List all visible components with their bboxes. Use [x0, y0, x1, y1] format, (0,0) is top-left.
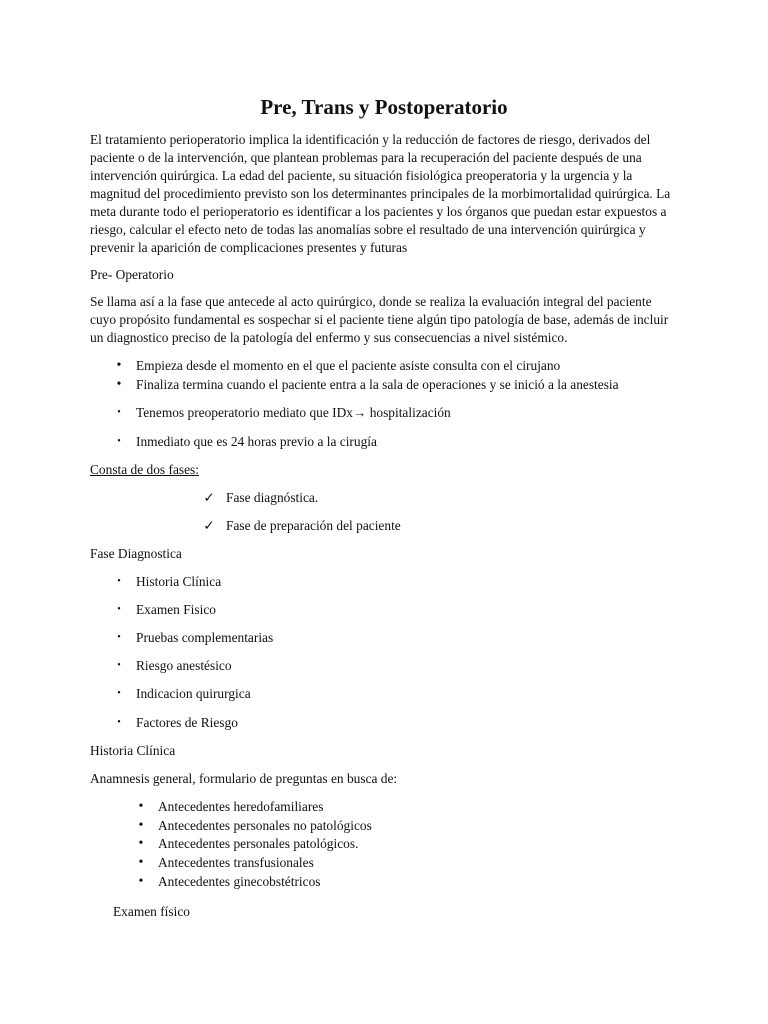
bullet-icon: • [117, 604, 121, 615]
list-item [117, 601, 216, 619]
bullet-icon: • [138, 818, 144, 833]
checklist-item-text: Fase de preparación del paciente [226, 518, 401, 533]
list-item-text: Antecedentes personales no patológicos [158, 818, 372, 833]
bullet-icon: • [117, 632, 121, 643]
fase-diagnostica-heading: Fase Diagnostica [90, 546, 182, 561]
list-item [117, 685, 251, 703]
list-item-text: Indicacion quirurgica [136, 686, 251, 701]
list-item-text: Inmediato que es 24 horas previo a la cirugía [136, 434, 377, 449]
list-item-text: Antecedentes heredofamiliares [158, 799, 324, 814]
list-item-text: Riesgo anestésico [136, 658, 232, 673]
list-item [117, 404, 451, 422]
list-item [138, 873, 321, 891]
bullet-icon: • [117, 436, 121, 447]
intro-paragraph: El tratamiento perioperatorio implica la identificación y la reducción de factores de riesgo, derivados del paciente o de la intervención, que plantean problemas para la recuperación del paciente después de una intervención quirúrgica. La edad del paciente, su situación fisiológica preoperatoria y la urgencia y la magnitud del procedimiento previsto son los determinantes principales de la morbimortalidad quirúrgica. La meta durante todo el perioperatorio es identificar a los pacientes y los órganos que puedan estar expuestos a riesgo, calcular el efecto neto de todas las anomalías sobre el resultado de una intervención quirúrgica y prevenir la aparición de complicaciones presentes y futuras [90, 132, 671, 255]
list-item [117, 629, 274, 647]
list-item-text: Pruebas complementarias [136, 630, 274, 645]
list-item-text: Empieza desde el momento en el que el paciente asiste consulta con el cirujano [136, 358, 561, 373]
bullet-icon: • [116, 358, 122, 373]
bullet-icon: • [117, 717, 121, 728]
list-item [117, 714, 238, 732]
fases-heading: Consta de dos fases: [90, 462, 199, 477]
bullet-icon: • [117, 660, 121, 671]
checklist-item-text: Fase diagnóstica. [226, 490, 319, 505]
historia-clinica-description: Anamnesis general, formulario de preguntas en busca de: [90, 771, 398, 786]
historia-clinica-heading: Historia Clínica [90, 743, 176, 758]
list-item-text: Historia Clínica [136, 574, 222, 589]
bullet-icon: • [138, 855, 144, 870]
list-item [138, 835, 359, 853]
bullet-icon: • [117, 407, 121, 418]
pre-operatorio-heading: Pre- Operatorio [90, 267, 174, 282]
list-item [138, 798, 324, 816]
list-item-text: Factores de Riesgo [136, 715, 238, 730]
list-item-text: Tenemos preoperatorio mediato que IDx→ hospitalización [136, 405, 451, 420]
list-item [117, 433, 377, 451]
checklist-item [203, 517, 401, 535]
list-item [138, 854, 314, 872]
examen-fisico-heading: Examen físico [113, 904, 190, 919]
list-item-text: Examen Fisico [136, 602, 216, 617]
checklist-item [203, 489, 319, 507]
bullet-icon: • [116, 377, 122, 392]
bullet-icon: • [117, 688, 121, 699]
list-item [116, 376, 619, 394]
bullet-icon: • [117, 576, 121, 587]
pre-operatorio-description: Se llama así a la fase que antecede al acto quirúrgico, donde se realiza la evaluación integral del paciente cuyo propósito fundamental es sospechar si el paciente tiene algún tipo patología de base, además de incluir un diagnostico preciso de la patología del enfermo y sus consecuencias a nivel sistémico. [90, 294, 669, 345]
document-title: Pre, Trans y Postoperatorio [260, 95, 508, 119]
list-item-text: Finaliza termina cuando el paciente entra a la sala de operaciones y se inició a la anestesia [136, 377, 619, 392]
bullet-icon: • [138, 799, 144, 814]
checkmark-icon: ✓ [203, 490, 215, 505]
list-item [117, 573, 222, 591]
list-item [116, 357, 561, 375]
list-item-text: Antecedentes personales patológicos. [158, 836, 359, 851]
list-item-text: Antecedentes transfusionales [158, 855, 314, 870]
bullet-icon: • [138, 874, 144, 889]
checkmark-icon: ✓ [203, 518, 215, 533]
list-item [117, 657, 232, 675]
list-item-text: Antecedentes ginecobstétricos [158, 874, 321, 889]
list-item [138, 817, 372, 835]
bullet-icon: • [138, 836, 144, 851]
